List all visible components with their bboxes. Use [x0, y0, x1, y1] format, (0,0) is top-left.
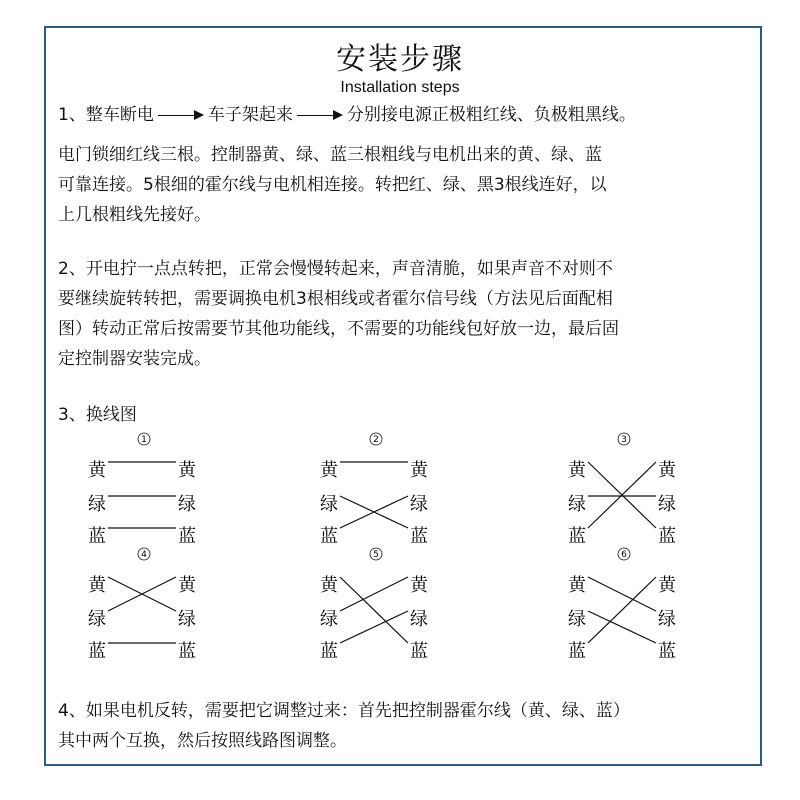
wire-connection — [340, 577, 408, 643]
wire-connection — [340, 577, 408, 611]
wire-label-left: 绿 — [320, 609, 338, 630]
wire-label-right: 蓝 — [410, 641, 428, 662]
wire-label-left: 蓝 — [568, 641, 586, 662]
wire-label-left: 绿 — [88, 494, 106, 515]
wire-label-left: 绿 — [568, 494, 586, 515]
diagram-number: 1 — [141, 435, 147, 445]
wire-label-right: 绿 — [658, 609, 676, 630]
wire-label-right: 黄 — [410, 575, 428, 596]
diagram-number: 4 — [141, 550, 147, 560]
step-1-part-1: 1、整车断电 — [58, 105, 154, 125]
wire-label-right: 蓝 — [178, 526, 196, 547]
wire-label-right: 蓝 — [658, 641, 676, 662]
step-3-title: 3、换线图 — [58, 405, 137, 425]
wire-connection — [340, 611, 408, 643]
wire-label-left: 绿 — [568, 609, 586, 630]
page-subtitle: Installation steps — [340, 79, 460, 96]
wire-label-right: 黄 — [178, 575, 196, 596]
wire-label-left: 蓝 — [320, 641, 338, 662]
wire-label-left: 黄 — [320, 575, 338, 596]
step-2-line: 要继续旋转转把，需要调换电机3根相线或者霍尔信号线（方法见后面配相 — [58, 289, 613, 309]
step-2-line: 图）转动正常后按需要节其他功能线，不需要的功能线包好放一边，最后固 — [58, 319, 619, 339]
step-2-line: 定控制器安装完成。 — [58, 349, 211, 369]
wire-connection — [588, 577, 656, 611]
wire-connection — [588, 611, 656, 643]
wire-label-right: 绿 — [410, 609, 428, 630]
wire-label-right: 绿 — [178, 609, 196, 630]
wire-label-left: 绿 — [320, 494, 338, 515]
wire-label-right: 黄 — [658, 460, 676, 481]
diagram-number: 6 — [621, 550, 627, 560]
wire-label-left: 黄 — [568, 460, 586, 481]
step-1-part-2: 车子架起来 — [207, 105, 293, 125]
wire-label-right: 绿 — [658, 494, 676, 515]
wire-label-right: 绿 — [178, 494, 196, 515]
wire-label-left: 蓝 — [88, 641, 106, 662]
wire-label-right: 蓝 — [410, 526, 428, 547]
paragraph-1-line: 上几根粗线先接好。 — [58, 205, 211, 225]
wire-label-left: 蓝 — [568, 526, 586, 547]
wire-label-left: 蓝 — [320, 526, 338, 547]
paragraph-1-line: 可靠连接。5根细的霍尔线与电机相连接。转把红、绿、黑3根线连好，以 — [58, 175, 607, 195]
wire-label-right: 黄 — [410, 460, 428, 481]
wire-label-left: 黄 — [568, 575, 586, 596]
paragraph-1-line: 电门锁细红线三根。控制器黄、绿、蓝三根粗线与电机出来的黄、绿、蓝 — [58, 145, 602, 165]
step-4-line: 其中两个互换，然后按照线路图调整。 — [58, 731, 347, 751]
step-4-line: 4、如果电机反转，需要把它调整过来：首先把控制器霍尔线（黄、绿、蓝） — [58, 701, 630, 721]
wire-connection — [588, 577, 656, 643]
wire-label-left: 绿 — [88, 609, 106, 630]
page-title: 安装步骤 — [336, 42, 464, 77]
step-2-line: 2、开电拧一点点转把，正常会慢慢转起来，声音清脆，如果声音不对则不 — [58, 259, 613, 279]
wire-label-left: 黄 — [88, 575, 106, 596]
diagram-number: 2 — [373, 435, 379, 445]
diagram-number: 3 — [621, 435, 627, 445]
wire-label-right: 蓝 — [178, 641, 196, 662]
wire-label-right: 绿 — [410, 494, 428, 515]
diagram-number: 5 — [373, 550, 379, 560]
wire-label-left: 黄 — [88, 460, 106, 481]
wire-label-right: 黄 — [178, 460, 196, 481]
wire-label-right: 蓝 — [658, 526, 676, 547]
wire-label-right: 黄 — [658, 575, 676, 596]
wire-label-left: 蓝 — [88, 526, 106, 547]
wire-label-left: 黄 — [320, 460, 338, 481]
step-1-part-3: 分别接电源正极粗红线、负极粗黑线。 — [346, 105, 636, 125]
